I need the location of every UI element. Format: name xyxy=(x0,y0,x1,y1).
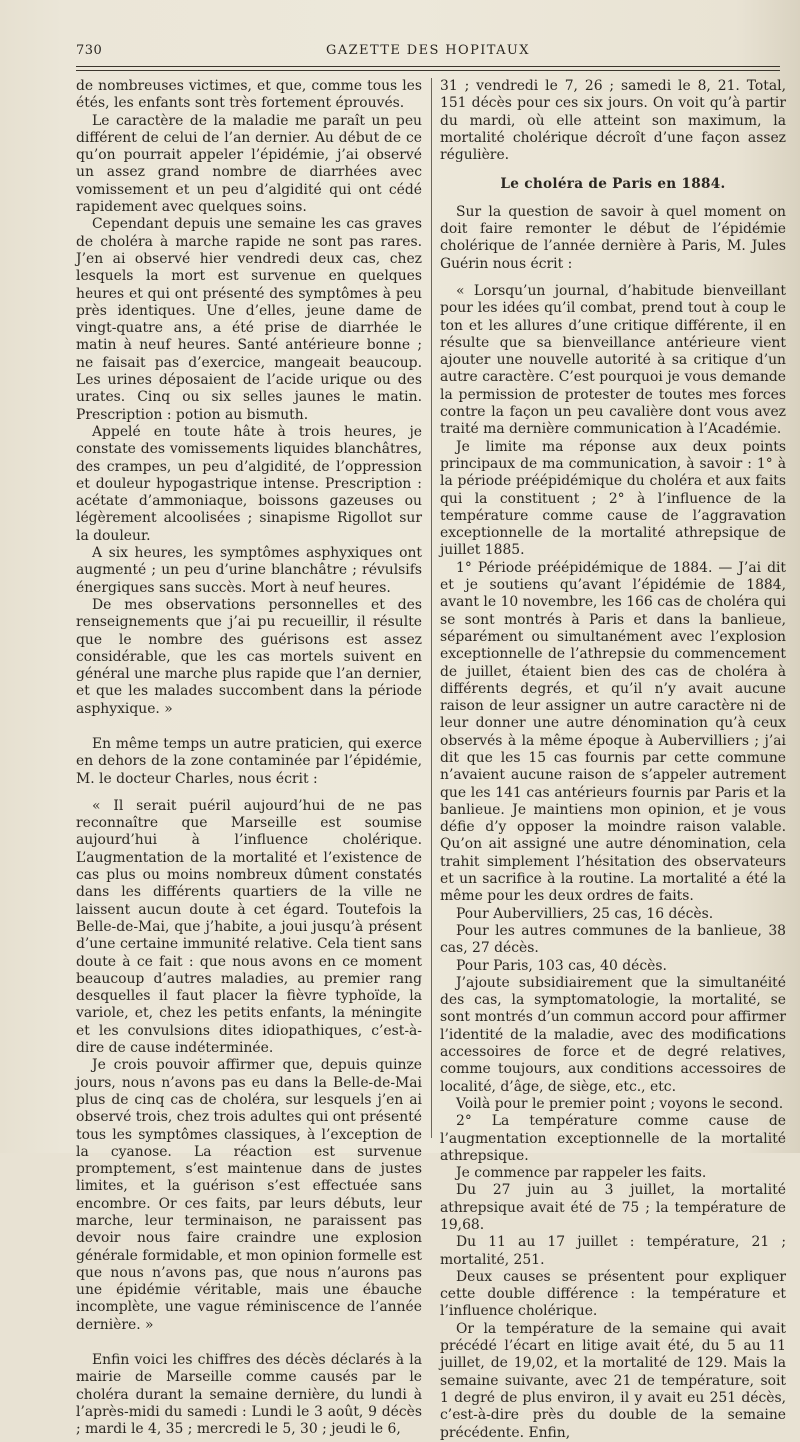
paragraph: Pour les autres communes de la banlieue, 38 cas, 27 décès. xyxy=(440,922,786,957)
paragraph: Deux causes se présentent pour expliquer cette double différence : la température et l’influence cholérique. xyxy=(440,1268,786,1320)
page-header xyxy=(76,40,780,62)
page-number: 730 xyxy=(76,43,103,58)
paragraph: Du 11 au 17 juillet : température, 21 ; mortalité, 251. xyxy=(440,1234,786,1268)
section-title: Le choléra de Paris en 1884. xyxy=(500,176,726,193)
header-rule-thin xyxy=(76,70,780,71)
paragraph: Sur la question de savoir à quel moment on doit faire remonter le début de l’épidémie cholérique de l’année dernière à Paris, M. Jules Guérin nous écrit : xyxy=(440,203,786,272)
paragraph: Pour Aubervilliers, 25 cas, 16 décès. xyxy=(456,905,714,922)
paragraph: De mes observations personnelles et des renseignements que j’ai pu recueillir, il résulte que le nombre des guérisons est assez considérable, que les cas mortels suivent en général une marche plus rapide que l’an dernier, et que les malades succombent dans la période asphyxique. » xyxy=(76,596,422,717)
column-divider xyxy=(431,78,432,1138)
right-column xyxy=(440,78,786,1442)
right-column-body xyxy=(440,204,786,1442)
paragraph: 1° Période préépidémique de 1884. — J’ai dit et je soutiens qu’avant l’épidémie de 1884, avant le 10 novembre, les 166 cas de choléra qui se sont montrés à Paris et dans la banlieue, séparément ou simultanément avec l’explosion exceptionnelle de l’athrepsie du commencement de juillet, étaient bien des cas de choléra à différents degrés, et qu’il n’y avait aucune raison de leur assigner un autre caractère ni de leur donner une autre dénomination qu’à ceux observés à la même époque à Aubervilliers ; j’ai dit que les 15 cas fournis par cette commune n’avaient aucune raison de s’appeler autrement que les 141 cas antérieurs fournis par Paris et la banlieue. Je maintiens mon opinion, et je vous défie d’y opposer la moindre raison valable. Qu’on ait assigné une autre dénomination, cela trahit simplement l’hésitation des observateurs et un sacrifice à la routine. La mortalité a été la même pour les deux ordres de faits. xyxy=(440,559,786,905)
paragraph: Je commence par rappeler les faits. xyxy=(456,1165,707,1182)
paragraph: de nombreuses victimes, et que, comme tous les étés, les enfants sont très fortement éprouvés. xyxy=(76,78,422,112)
paragraph: Le caractère de la maladie me paraît un peu différent de celui de l’an dernier. Au début de ce qu’on pourrait appeler l’épidémie, j’ai observé un assez grand nombre de diarrhées avec vomissement et un peu d’algidité qui ont cédé rapidement avec quelques soins. xyxy=(76,112,422,216)
paragraph: Appelé en toute hâte à trois heures, je constate des vomissements liquides blanchâtres, des crampes, un peu d’algidité, de l’oppression et douleur hypogastrique intense. Prescription : acétate d’ammoniaque, boissons gazeuses ou légèrement alcoolisées ; sinapisme Rigollot sur la douleur. xyxy=(76,423,422,544)
paragraph: Voilà pour le premier point ; voyons le second. xyxy=(456,1095,784,1112)
paragraph: 2° La température comme cause de l’augmentation exceptionnelle de la mortalité athrepsique. xyxy=(440,1113,786,1164)
running-title: GAZETTE DES HOPITAUX xyxy=(326,43,530,58)
paragraph: « Il serait puéril aujourd’hui de ne pas reconnaître que Marseille est soumise aujourd’hui à l’influence cholérique. L’augmentation de la mortalité et l’existence de cas plus ou moins nombreux dûment constatés dans les différents quartiers de la ville ne laissent aucun doute à cet égard. Toutefois la Belle-de-Mai, que j’habite, a joui jusqu’à présent d’une certaine immunité relative. Cela tient sans doute à ce fait : que nous avons en ce moment beaucoup d’autres maladies, au premier rang desquelles il faut placer la fièvre typhoïde, la variole, et, chez les petits enfants, la méningite et les convulsions dites idiopathiques, c’est-à-dire de cause indéterminée. xyxy=(76,797,422,1057)
paragraph: Cependant depuis une semaine les cas graves de choléra à marche rapide ne sont pas rares. J’en ai observé hier vendredi deux cas, chez lesquels la mort est survenue en quelques heures et qui ont présenté des symptômes à peu près identiques. Une d’elles, jeune dame de vingt-quatre ans, a été prise de diarrhée le matin à neuf heures. Santé antérieure bonne ; ne faisait pas d’exercice, mangeait beaucoup. Les urines déposaient de l’acide urique ou des urates. Cinq ou six selles jaunes le matin. Prescription : potion au bismuth. xyxy=(76,216,422,423)
left-column xyxy=(76,78,422,1439)
paragraph: A six heures, les symptômes asphyxiques ont augmenté ; un peu d’urine blanchâtre ; révulsifs énergiques sans succès. Mort à neuf heures. xyxy=(76,545,422,596)
paragraph: J’ajoute subsidiairement que la simultanéité des cas, la symptomatologie, la mortalité, se sont montrés d’un commun accord pour affirmer l’identité de la maladie, avec des modifications accessoires de force et de degré relatives, comme toujours, aux conditions accessoires de localité, d’âge, de siège, etc., etc. xyxy=(440,974,786,1095)
paragraph: Enfin voici les chiffres des décès déclarés à la mairie de Marseille comme causés par le choléra durant la semaine dernière, du lundi à l’après-midi du samedi : Lundi le 3 août, 9 décès ; mardi le 4, 35 ; mercredi le 5, 30 ; jeudi le 6, xyxy=(76,1352,422,1438)
paragraph: Or la température de la semaine qui avait précédé l’écart en litige avait été, du 5 au 11 juillet, de 19,02, et la mortalité de 129. Mais la semaine suivante, avec 21 de température, soit 1 degré de plus environ, il y avait eu 251 décès, c’est-à-dire près du double de la semaine précédente. Enfin, xyxy=(440,1320,786,1441)
paragraph: En même temps un autre praticien, qui exerce en dehors de la zone contaminée par l’épidémie, M. le docteur Charles, nous écrit : xyxy=(76,735,422,787)
paragraph: Pour Paris, 103 cas, 40 décès. xyxy=(456,957,667,974)
paragraph: Du 27 juin au 3 juillet, la mortalité athrepsique avait été de 75 ; la température de 19,68. xyxy=(440,1182,786,1233)
right-column-intro xyxy=(440,78,786,164)
paragraph: 31 ; vendredi le 7, 26 ; samedi le 8, 21. Total, 151 décès pour ces six jours. On voit qu’à partir du mardi, où elle atteint son maximum, la mortalité cholérique décroît d’une façon assez régulière. xyxy=(440,78,786,164)
paragraph: Je limite ma réponse aux deux points principaux de ma communication, à savoir : 1° à la période préépidémique du choléra et aux faits qui la constituent ; 2° à l’influence de la température comme cause de l’aggravation exceptionnelle de la mortalité athrepsique de juillet 1885. xyxy=(440,438,786,559)
header-rule-thick xyxy=(76,66,780,67)
paragraph: Je crois pouvoir affirmer que, depuis quinze jours, nous n’avons pas eu dans la Belle-de-Mai plus de cinq cas de choléra, sur lesquels j’en ai observé trois, chez trois adultes qui ont présenté tous les symptômes classiques, à l’exception de la cyanose. La réaction est survenue promptement, s’est maintenue dans de justes limites, et la guérison s’est effectuée sans encombre. Or ces faits, par leurs débuts, leur marche, leur terminaison, ne paraissent pas devoir nous faire craindre une explosion générale formidable, et mon opinion formelle est que nous n’avons pas, que nous n’aurons pas une épidémie véritable, mais une ébauche incomplète, une vague réminiscence de l’année dernière. » xyxy=(76,1057,422,1333)
paragraph: « Lorsqu’un journal, d’habitude bienveillant pour les idées qu’il combat, prend tout à coup le ton et les allures d’une critique différente, il en résulte que sa bienveillance antérieure vient ajouter une nouvelle autorité à sa critique d’un autre caractère. C’est pourquoi je vous demande la permission de protester de toutes mes forces contre la façon un peu cavalière dont vous avez traité ma dernière communication à l’Académie. xyxy=(440,282,786,438)
